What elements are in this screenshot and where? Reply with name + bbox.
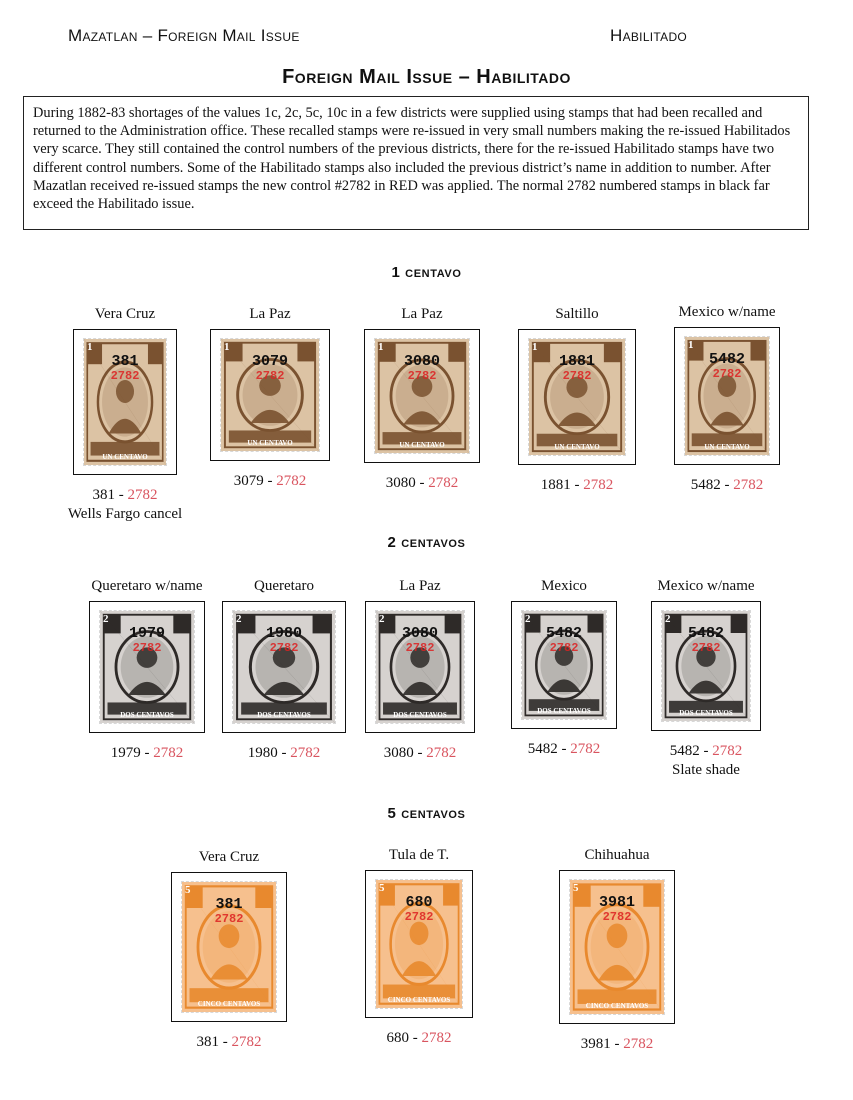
stamp-image	[374, 338, 470, 454]
new-control-number: 2782	[623, 1036, 654, 1052]
stamp-face-value: 1	[688, 339, 694, 351]
stamp-face-value: 2	[525, 613, 531, 625]
new-control-number: 2782	[127, 487, 158, 503]
stamp-frame	[73, 329, 177, 475]
stamp-entry	[484, 578, 644, 758]
old-control-number: 3079 -	[233, 473, 277, 489]
overprint-old-control-number: 5482	[545, 625, 582, 642]
stamp-frame	[559, 870, 675, 1024]
stamp-entry	[340, 578, 500, 762]
stamp-district-name: Saltillo	[555, 306, 599, 322]
stamp-face-value: 5	[379, 882, 385, 894]
overprint-red-control-number: 2782	[255, 369, 285, 383]
stamp-face-value: 1	[378, 341, 384, 353]
stamp-image	[181, 881, 277, 1013]
old-control-number: 381 -	[196, 1034, 232, 1050]
overprint-old-control-number: 1979	[128, 625, 165, 642]
page-header-left: Mazatlan – Foreign Mail Issue	[68, 26, 300, 45]
stamp-entry	[537, 847, 697, 1053]
new-control-number: 2782	[733, 477, 764, 493]
control-numbers-caption	[484, 741, 644, 758]
stamp-entry	[626, 578, 786, 779]
stamp-entry	[45, 306, 205, 523]
new-control-number: 2782	[583, 477, 614, 493]
stamp-frame	[511, 601, 617, 729]
old-control-number: 3981 -	[580, 1036, 624, 1052]
stamp-entry	[647, 304, 807, 494]
stamp-frame	[365, 870, 473, 1018]
old-control-number: 680 -	[386, 1030, 422, 1046]
control-numbers-caption	[339, 1030, 499, 1047]
stamp-face-label: DOS CENTAVOS	[537, 707, 591, 715]
portrait-head-icon	[410, 922, 429, 945]
portrait-head-icon	[607, 924, 628, 949]
control-numbers-caption	[67, 745, 227, 762]
stamp-entry	[149, 849, 309, 1051]
stamp-district-name: La Paz	[399, 578, 441, 594]
stamp-frame	[210, 329, 330, 461]
stamp-face-label: DOS CENTAVOS	[257, 711, 311, 719]
overprint-old-control-number: 381	[111, 353, 139, 370]
overprint-red-control-number: 2782	[110, 369, 140, 383]
stamp-face-label: DOS CENTAVOS	[120, 711, 174, 719]
stamp-face-value: 2	[665, 613, 671, 625]
old-control-number: 1881 -	[540, 477, 584, 493]
stamp-frame	[364, 329, 480, 463]
overprint-old-control-number: 5482	[687, 625, 724, 642]
stamp-district-name: Queretaro	[254, 578, 314, 594]
control-numbers-caption	[497, 477, 657, 494]
stamp-image	[375, 610, 465, 724]
stamp-district-name: Chihuahua	[584, 847, 650, 863]
new-control-number: 2782	[712, 743, 743, 759]
old-control-number: 3080 -	[385, 475, 429, 491]
stamp-district-name: Vera Cruz	[198, 849, 260, 865]
overprint-old-control-number: 3079	[251, 353, 288, 370]
stamp-face-value: 5	[573, 882, 579, 894]
stamp-image	[684, 336, 770, 456]
stamp-note: Slate shade	[672, 762, 740, 778]
stamp-entry	[497, 306, 657, 494]
stamp-face-label: UN CENTAVO	[102, 453, 148, 461]
overprint-old-control-number: 1980	[265, 625, 302, 642]
old-control-number: 5482 -	[669, 743, 713, 759]
old-control-number: 3080 -	[383, 745, 427, 761]
portrait-head-icon	[116, 380, 134, 403]
stamp-face-value: 2	[379, 613, 385, 625]
overprint-red-control-number: 2782	[407, 369, 437, 383]
overprint-red-control-number: 2782	[712, 367, 742, 381]
overprint-old-control-number: 5482	[708, 351, 745, 368]
new-control-number: 2782	[153, 745, 184, 761]
control-numbers-caption	[149, 1034, 309, 1051]
intro-text-box: During 1882-83 shortages of the values 1c, 2c, 5c, 10c in a few districts were supplied using stamps that had been recalled and returned to the Administration office. These recalled stamps were re-issued in very small numbers making the re-issued Habilitados very scarce. They still contained the control numbers of the previous districts, there for the re-issued Habilitado stamps have two different control numbers. Some of the Habilitado stamps also included the previous district’s name in addition to number. After Mazatlan received re-issued stamps the new control #2782 in RED was applied. The normal 2782 numbered stamps in black far exceed the Habilitado issue.	[23, 96, 809, 230]
stamp-image	[569, 879, 665, 1015]
stamp-image	[661, 610, 751, 722]
stamp-note: Wells Fargo cancel	[67, 506, 183, 522]
page-header-right: Habilitado	[610, 26, 688, 45]
stamp-image	[521, 610, 607, 720]
overprint-red-control-number: 2782	[405, 641, 435, 655]
overprint-old-control-number: 1881	[558, 353, 595, 370]
page-title: Foreign Mail Issue – Habilitado	[282, 66, 571, 88]
overprint-red-control-number: 2782	[602, 910, 632, 924]
stamp-face-label: CINCO CENTAVOS	[585, 1002, 649, 1010]
old-control-number: 5482 -	[527, 741, 571, 757]
stamp-entry	[339, 847, 499, 1047]
stamp-face-value: 1	[224, 341, 230, 353]
new-control-number: 2782	[276, 473, 307, 489]
stamp-district-name: Mexico w/name	[657, 578, 755, 594]
stamp-face-label: DOS CENTAVOS	[679, 709, 733, 717]
stamp-image	[83, 338, 167, 466]
old-control-number: 381 -	[92, 487, 128, 503]
overprint-red-control-number: 2782	[691, 641, 721, 655]
stamp-district-name: Vera Cruz	[94, 306, 156, 322]
stamp-face-value: 1	[87, 341, 93, 353]
stamp-frame	[222, 601, 346, 733]
stamp-face-label: UN CENTAVO	[554, 443, 600, 451]
control-numbers-caption	[647, 477, 807, 494]
stamp-frame	[674, 327, 780, 465]
new-control-number: 2782	[570, 741, 601, 757]
stamp-entry	[67, 578, 227, 762]
old-control-number: 1980 -	[247, 745, 291, 761]
new-control-number: 2782	[231, 1034, 262, 1050]
stamp-face-label: UN CENTAVO	[399, 441, 445, 449]
stamp-face-label: CINCO CENTAVOS	[387, 996, 451, 1004]
stamp-face-value: 2	[236, 613, 242, 625]
stamp-entry	[190, 306, 350, 490]
stamp-face-label: UN CENTAVO	[704, 443, 750, 451]
stamp-face-label: DOS CENTAVOS	[393, 711, 447, 719]
new-control-number: 2782	[428, 475, 459, 491]
overprint-red-control-number: 2782	[549, 641, 579, 655]
control-numbers-caption	[190, 473, 350, 490]
control-numbers-caption	[626, 743, 786, 760]
stamp-image	[232, 610, 336, 724]
stamp-image	[528, 338, 626, 456]
overprint-red-control-number: 2782	[562, 369, 592, 383]
old-control-number: 1979 -	[110, 745, 154, 761]
overprint-red-control-number: 2782	[269, 641, 299, 655]
stamp-district-name: Tula de T.	[388, 847, 450, 863]
overprint-red-control-number: 2782	[214, 912, 244, 926]
stamp-face-label: UN CENTAVO	[247, 439, 293, 447]
stamp-face-label: CINCO CENTAVOS	[197, 1000, 261, 1008]
stamp-image	[99, 610, 195, 724]
new-control-number: 2782	[421, 1030, 452, 1046]
stamp-face-value: 1	[532, 341, 538, 353]
control-numbers-caption	[45, 487, 205, 504]
section-heading-2c: 2 centavos	[387, 534, 466, 551]
overprint-old-control-number: 680	[405, 894, 433, 911]
stamp-frame	[89, 601, 205, 733]
overprint-old-control-number: 381	[215, 896, 243, 913]
new-control-number: 2782	[426, 745, 457, 761]
overprint-red-control-number: 2782	[132, 641, 162, 655]
stamp-image	[220, 338, 320, 452]
stamp-district-name: Mexico	[541, 578, 587, 594]
stamp-image	[375, 879, 463, 1009]
section-heading-1c: 1 centavo	[391, 264, 462, 281]
stamp-district-name: La Paz	[401, 306, 443, 322]
stamp-frame	[651, 601, 761, 731]
stamp-frame	[518, 329, 636, 465]
overprint-old-control-number: 3080	[401, 625, 438, 642]
stamp-district-name: Mexico w/name	[678, 304, 776, 320]
control-numbers-caption	[342, 475, 502, 492]
overprint-old-control-number: 3981	[598, 894, 635, 911]
overprint-red-control-number: 2782	[404, 910, 434, 924]
stamp-district-name: La Paz	[249, 306, 291, 322]
stamp-entry	[342, 306, 502, 492]
new-control-number: 2782	[290, 745, 321, 761]
stamp-frame	[365, 601, 475, 733]
stamp-face-value: 5	[185, 884, 191, 896]
stamp-district-name: Queretaro w/name	[91, 578, 203, 594]
control-numbers-caption	[340, 745, 500, 762]
portrait-head-icon	[219, 924, 240, 948]
overprint-old-control-number: 3080	[403, 353, 440, 370]
section-heading-5c: 5 centavos	[387, 805, 466, 822]
control-numbers-caption	[537, 1036, 697, 1053]
stamp-frame	[171, 872, 287, 1022]
stamp-face-value: 2	[103, 613, 109, 625]
old-control-number: 5482 -	[690, 477, 734, 493]
